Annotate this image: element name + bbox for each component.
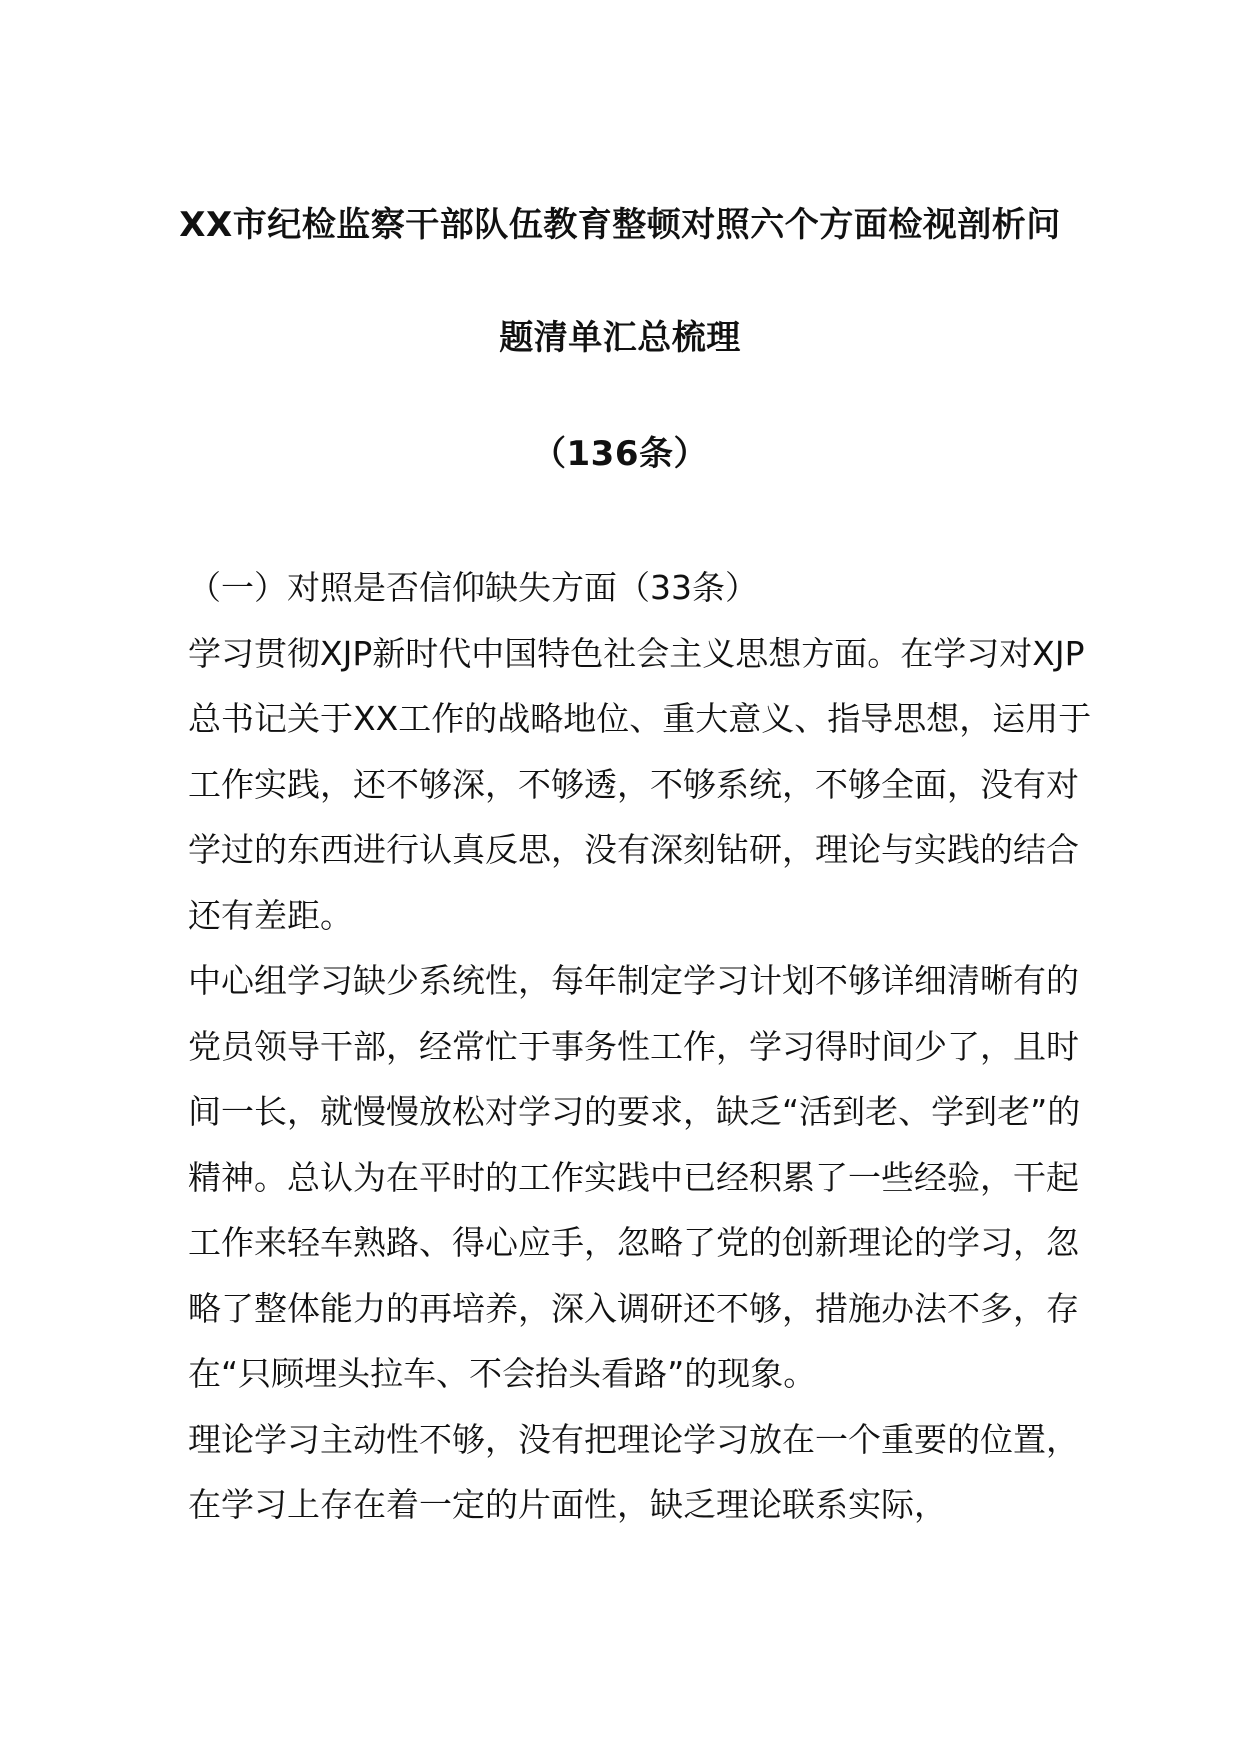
body-paragraph-3: 理论学习主动性不够，没有把理论学习放在一个重要的位置，在学习上存在着一定的片面性，缺乏理论联系实际， [188,1419,1079,1524]
section-heading: （一）对照是否信仰缺失方面（33条） [188,568,758,607]
body-paragraph-1: 学习贯彻XJP新时代中国特色社会主义思想方面。在学习对XJP总书记关于XX工作的战略地位、重大意义、指导思想，运用于工作实践，还不够深，不够透，不够系统，不够全面，没有对学过的东西进行认真反思，没有深刻钻研，理论与实践的结合还有差距。 [188,633,1092,935]
document-body [188,555,1093,1538]
document-title-line-2: 题清单汇总梳理 [499,318,741,358]
document-title-count: （136条） [532,434,708,474]
body-paragraph-2: 中心组学习缺少系统性，每年制定学习计划不够详细清晰有的党员领导干部，经常忙于事务性工作，学习得时间少了，且时间一长，就慢慢放松对学习的要求，缺乏“活到老、学到老”的精神。总认为在平时的工作实践中已经积累了一些经验，干起工作来轻车熟路、得心应手，忽略了党的创新理论的学习，忽略了整体能力的再培养，深入调研还不够，措施办法不多，存在“只顾埋头拉车、不会抬头看路”的现象。 [188,961,1081,1393]
document-title-line-1: XX市纪检监察干部队伍教育整顿对照六个方面检视剖析问 [179,205,1061,245]
